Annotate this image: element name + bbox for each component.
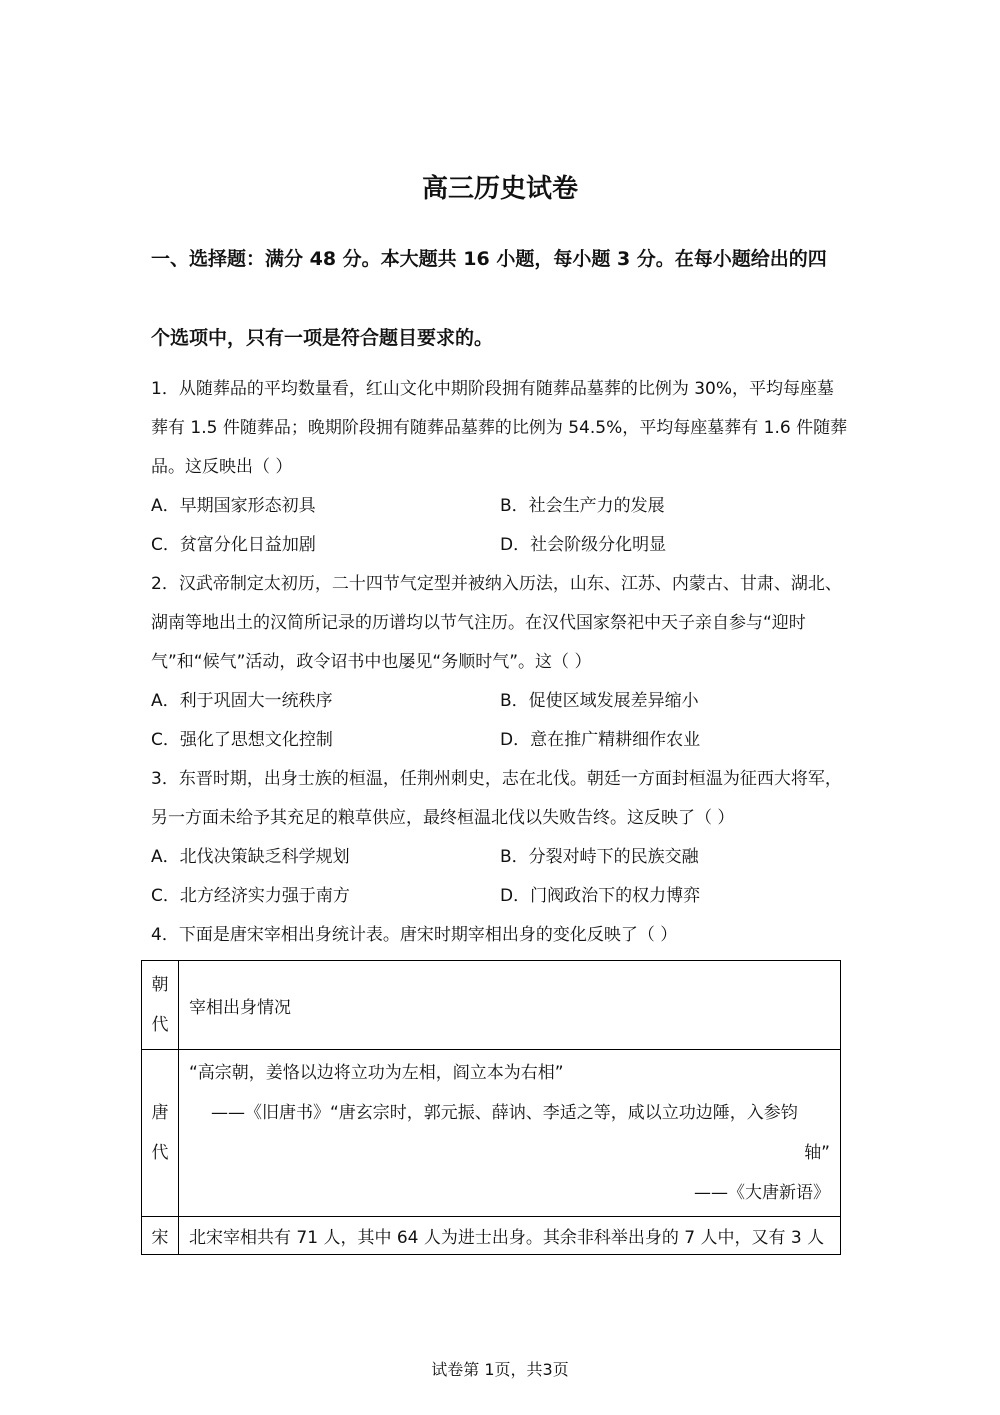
song-dynasty-cell [142,1217,179,1255]
q1-option-b: B．社会生产力的发展 [500,496,665,516]
page-title: 高三历史试卷 [421,174,578,204]
q2-option-d: D．意在推广精耕细作农业 [500,730,701,750]
tang-content-cell [179,1050,841,1217]
song-text: 北宋宰相共有 71 人，其中 64 人为进士出身。其余非科举出身的 7 人中，又有 3 人 [189,1228,825,1248]
q2-option-b: B．促使区域发展差异缩小 [500,691,699,711]
prime-minister-origin-table [141,960,841,1255]
section-heading-line-2: 个选项中，只有一项是符合题目要求的。 [151,327,494,349]
q3-option-d: D．门阀政治下的权力博弈 [500,886,701,906]
q3-option-a: A．北伐决策缺乏科学规划 [151,847,350,867]
q2-line-1: 2．汉武帝制定太初历，二十四节气定型并被纳入历法，山东、江苏、内蒙古、甘肃、湖北、 [151,574,842,594]
q3-option-b: B．分裂对峙下的民族交融 [500,847,699,867]
tang-source: ——《大唐新语》 [694,1183,830,1203]
q2-option-a: A．利于巩固大一统秩序 [151,691,333,711]
q3-line-1: 3．东晋时期，出身士族的桓温，任荆州刺史，志在北伐。朝廷一方面封桓温为征西大将军， [151,769,842,789]
q2-option-c: C．强化了思想文化控制 [151,730,333,750]
q2-line-2: 湖南等地出土的汉简所记录的历谱均以节气注历。在汉代国家祭祀中天子亲自参与“迎时 [151,613,806,633]
header-dynasty-cell [142,961,179,1050]
tang-quote-2: ——《旧唐书》“唐玄宗时，郭元振、薛讷、李适之等，咸以立功边陲，入参钧 [211,1103,798,1123]
table-header-row [142,961,841,1050]
q4-line-1: 4．下面是唐宋宰相出身统计表。唐宋时期宰相出身的变化反映了（ ） [151,925,678,945]
song-content-cell [179,1217,841,1255]
header-content-cell [179,961,841,1050]
q1-line-3: 品。这反映出（ ） [151,457,293,477]
page-footer: 试卷第 1页，共3页 [431,1360,569,1379]
header-content-label: 宰相出身情况 [189,997,291,1018]
header-dynasty-label: 朝代 [151,975,169,1035]
q3-line-2: 另一方面未给予其充足的粮草供应，最终桓温北伐以失败告终。这反映了（ ） [151,808,735,828]
q1-option-c: C．贫富分化日益加剧 [151,535,316,555]
song-dynasty-label: 宋 [151,1228,169,1248]
section-heading-line-1: 一、选择题：满分 48 分。本大题共 16 小题，每小题 3 分。在每小题给出的四 [151,248,827,270]
q2-line-3: 气”和“候气”活动，政令诏书中也屡见“务顺时气”。这（ ） [151,652,592,672]
table-row-tang [142,1050,841,1217]
tang-quote-1: “高宗朝，姜恪以边将立功为左相，阎立本为右相” [189,1063,564,1083]
q1-option-a: A．早期国家形态初具 [151,496,316,516]
q3-option-c: C．北方经济实力强于南方 [151,886,350,906]
q1-line-1: 1．从随葬品的平均数量看，红山文化中期阶段拥有随葬品墓葬的比例为 30%，平均每座墓 [151,379,835,399]
tang-dynasty-cell [142,1050,179,1217]
q1-option-d: D．社会阶级分化明显 [500,535,667,555]
table-row-song [142,1217,841,1255]
tang-quote-2-end: 轴” [804,1143,830,1163]
q1-line-2: 葬有 1.5 件随葬品；晚期阶段拥有随葬品墓葬的比例为 54.5%，平均每座墓葬有 1.6 件随葬 [151,418,848,438]
tang-dynasty-label: 唐代 [151,1103,169,1163]
